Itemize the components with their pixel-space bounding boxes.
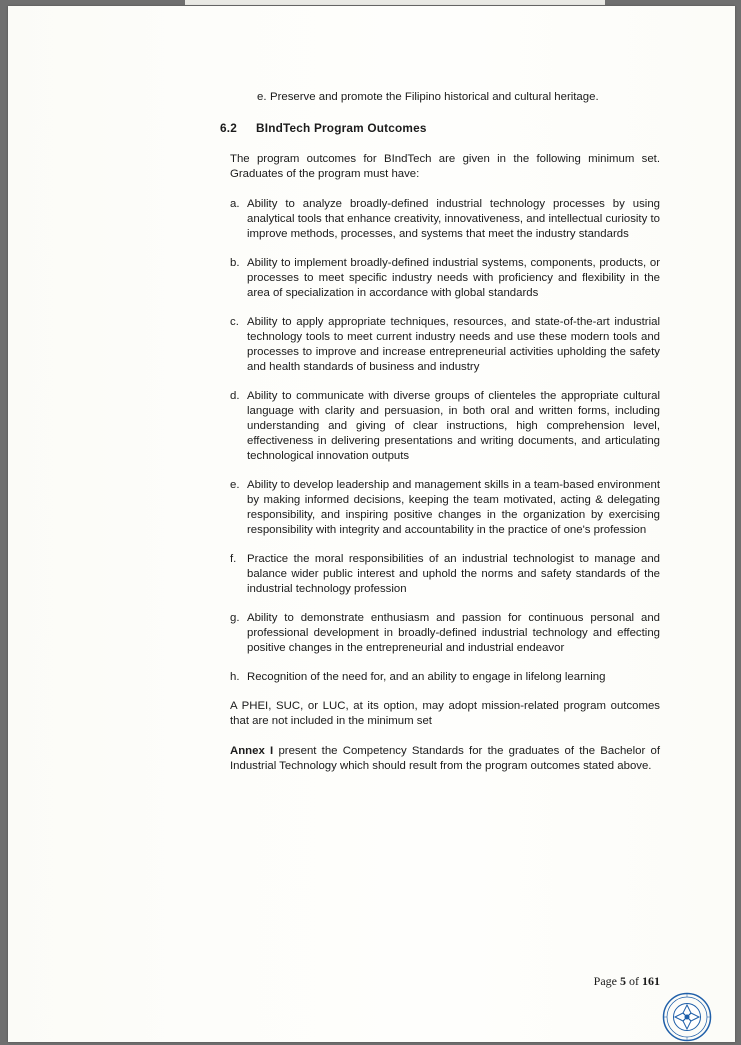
list-marker: h. bbox=[230, 671, 240, 683]
section-title: BIndTech Program Outcomes bbox=[256, 121, 427, 135]
list-marker: d. bbox=[230, 390, 240, 402]
page-surface bbox=[8, 6, 735, 1042]
list-marker: b. bbox=[230, 257, 240, 269]
list-item-text: Ability to demonstrate enthusiasm and passion for continuous personal and professional development in broadly-defined industrial technology and effecting positive changes in the entrepreneurial and industrial endeavor bbox=[247, 612, 660, 654]
annex-label: Annex I bbox=[230, 745, 274, 757]
section-number: 6.2 bbox=[220, 121, 237, 135]
footer-total-pages: 161 bbox=[642, 974, 660, 988]
list-item bbox=[230, 478, 660, 538]
document-page bbox=[8, 6, 735, 1042]
page-content bbox=[220, 90, 660, 789]
page-footer bbox=[230, 974, 660, 989]
program-outcomes-list bbox=[230, 197, 660, 685]
list-item-text: Ability to implement broadly-defined industrial systems, components, products, or processes to meet specific industry needs with proficiency and flexibility in the area of specialization in accordance with global standards bbox=[247, 257, 660, 299]
scan-top-strip bbox=[185, 0, 605, 5]
list-item-text: Ability to analyze broadly-defined industrial technology processes by using analytical tools that enhance creativity, innovativeness, and intellectual curiosity to improve methods, processes, and systems that meet the industry standards bbox=[247, 198, 660, 240]
list-marker: g. bbox=[230, 612, 240, 624]
ched-seal-icon bbox=[662, 992, 712, 1042]
closing-paragraph: A PHEI, SUC, or LUC, at its option, may adopt mission-related program outcomes that are not included in the minimum set bbox=[230, 700, 660, 727]
list-marker: c. bbox=[230, 316, 239, 328]
annex-paragraph bbox=[230, 744, 660, 774]
list-marker: e. bbox=[230, 479, 240, 491]
list-item bbox=[230, 90, 660, 105]
list-item-text: Ability to develop leadership and management skills in a team-based environment by making informed decisions, keeping the team motivated, acting & delegating responsibility, and inspiring positive changes in the organization by exercising responsibility with integrity and accountability in the practice of one's profession bbox=[247, 479, 660, 536]
list-item-text: Ability to communicate with diverse groups of clienteles the appropriate cultural language with clarity and persuasion, in both oral and written forms, including understanding and giving of clear instructions, high comprehension level, effectiveness in delivering presentations and writing documents, and articulating technological innovation outputs bbox=[247, 390, 660, 462]
list-item bbox=[230, 197, 660, 242]
list-item bbox=[230, 256, 660, 301]
section-heading bbox=[220, 121, 660, 136]
intro-paragraph: The program outcomes for BIndTech are given in the following minimum set. Graduates of the program must have: bbox=[230, 153, 660, 180]
footer-middle: of bbox=[626, 974, 642, 988]
list-item-text: Recognition of the need for, and an ability to engage in lifelong learning bbox=[247, 671, 606, 683]
list-item-text: Ability to apply appropriate techniques, resources, and state-of-the-art industrial technology tools to meet current industry needs and use these modern tools and processes to improve and increase entrepreneurial activities upholding the safety and health standards of business and industry bbox=[247, 316, 660, 373]
footer-prefix: Page bbox=[593, 974, 620, 988]
list-item-text: Practice the moral responsibilities of an industrial technologist to manage and balance wider public interest and uphold the norms and safety standards of the industrial technology profession bbox=[247, 553, 660, 595]
list-item bbox=[230, 315, 660, 375]
list-item bbox=[230, 670, 660, 685]
list-marker: e. bbox=[257, 91, 267, 103]
list-item bbox=[230, 611, 660, 656]
list-marker: a. bbox=[230, 198, 240, 210]
footer-page-number: 5 bbox=[620, 974, 626, 988]
annex-text: present the Competency Standards for the graduates of the Bachelor of Industrial Technology which should result from the program outcomes stated above. bbox=[230, 745, 660, 772]
list-item bbox=[230, 389, 660, 464]
list-item bbox=[230, 552, 660, 597]
list-marker: f. bbox=[230, 553, 237, 565]
list-item-text: Preserve and promote the Filipino historical and cultural heritage. bbox=[270, 91, 599, 103]
